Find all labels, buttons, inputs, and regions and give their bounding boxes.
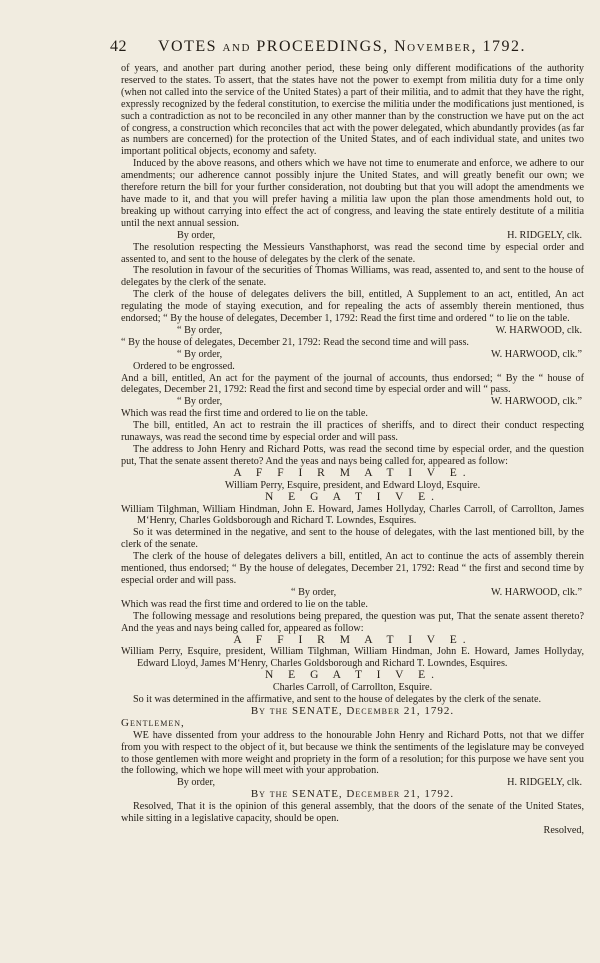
- vote-heading-affirmative: A F F I R M A T I V E.: [233, 633, 472, 646]
- paragraph: So it was determined in the negative, and sent to the house of delegates, with the last mentioned bill, by the clerk of the senate.: [121, 527, 584, 551]
- paragraph: And a bill, entitled, An act for the payment of the journal of accounts, thus endorsed; “ By the “ house of delegates, December 21, 1792: Read the first and second time by especial order and will “ pass.: [121, 372, 584, 396]
- salutation: Gentlemen,: [121, 716, 185, 729]
- vote-heading-negative: N E G A T I V E.: [264, 490, 441, 503]
- clerk-signature: W. HARWOOD, clk.”: [490, 586, 582, 598]
- paragraph: of years, and another part during another period, these being only different modifications of the authority reserved to the states. To assert, that the states have not the power to exempt from militia duty for a time only (when not called into the service of the United States) a part of their militia, and to admit that they have the right, expressly recognized by the federal constitution, to exercise the militia under the modifications just mentioned, is such a contradiction as not to be reconciled in any other manner than by the construction we have put on the act of congress, a construction which reconciles that act with the power delegated, which abundantly provides (as far as numbers are concerned) for the protection of the United States, and of each individual state, and unites two important political objects, economy and safety.: [121, 63, 584, 158]
- paragraph: The resolution respecting the Messieurs Vansthaphorst, was read the second time by especial order and assented to, and sent to the house of delegates by the clerk of the senate.: [121, 241, 584, 265]
- resolution: Resolved, That it is the opinion of this general assembly, that the doors of the senate of the United States, while sitting in a legislative capacity, should be open.: [121, 801, 584, 825]
- page-number: 42: [110, 38, 127, 55]
- by-order: “ By order,: [177, 348, 223, 360]
- signature-line: [121, 230, 584, 242]
- by-order: “ By order,: [177, 324, 223, 336]
- signature-line: [121, 396, 584, 408]
- clerk-signature: W. HARWOOD, clk.”: [490, 396, 582, 408]
- paragraph: The bill, entitled, An act to restrain the ill practices of sheriffs, and to direct their conduct respecting runaways, was read the second time by especial order and will pass.: [121, 420, 584, 444]
- catchword: Resolved,: [543, 825, 584, 836]
- clerk-signature: H. RIDGELY, clk.: [507, 229, 582, 241]
- paragraph: The clerk of the house of delegates delivers a bill, entitled, An act to continue the acts of assembly therein mentioned, thus endorsed; “ By the house of delegates, December 21, 1792: Read “ the first and second time by especial order and will pass.: [121, 551, 584, 586]
- by-order: By order,: [177, 229, 216, 241]
- paragraph: Ordered to be engrossed.: [133, 360, 235, 372]
- senate-dateline: By the SENATE, December 21, 1792.: [250, 704, 455, 717]
- paragraph: The clerk of the house of delegates delivers the bill, entitled, A Supplement to an act, entitled, An act regulating the mode of staying execution, and for repealing the acts of assembly therein mentioned, thus endorsed; “ By the house of delegates, December 1, 1792: Read the first time and ordered “ to lie on the table.: [121, 289, 584, 325]
- page-header: [110, 38, 580, 60]
- paragraph: Which was read the first time and ordered to lie on the table.: [121, 408, 368, 420]
- by-order: By order,: [177, 777, 216, 789]
- clerk-signature: W. HARWOOD, clk.”: [490, 348, 582, 360]
- paragraph: Which was read the first time and ordered to lie on the table.: [121, 598, 368, 610]
- paragraph: So it was determined in the affirmative, and sent to the house of delegates by the clerk of the senate.: [133, 694, 542, 706]
- clerk-signature: H. RIDGELY, clk.: [507, 777, 582, 789]
- by-order: “ By order,: [291, 586, 337, 598]
- by-order: “ By order,: [177, 396, 223, 408]
- vote-heading-negative: N E G A T I V E.: [264, 669, 441, 682]
- signature-line: [121, 587, 584, 599]
- vote-heading-affirmative: A F F I R M A T I V E.: [233, 466, 472, 479]
- journal-text: [121, 63, 584, 837]
- clerk-signature: W. HARWOOD, clk.: [495, 324, 582, 336]
- paragraph: The resolution in favour of the securities of Thomas Williams, was read, assented to, and sent to the house of delegates by the clerk of the senate.: [121, 265, 584, 289]
- paragraph: Induced by the above reasons, and others which we have not time to enumerate and enforce, we adhere to our amendments; our adherence cannot possibly injure the United States, and will greatly benefit our own; we therefore return the bill for your further consideration, not doubting but that you will adopt the amendments we have made to it, and that you will prefer having a militia law upon the plan those amendments hold out, to breaking up without carrying into effect the act of congress, and leaving the state entirely destitute of a militia until the next annual session.: [121, 158, 584, 229]
- paragraph: The address to John Henry and Richard Potts, was read the second time by especial order, and the question put, That the senate assent thereto? And the yeas and nays being called for, appeared as follow:: [121, 444, 584, 467]
- paragraph: “ By the house of delegates, December 21, 1792: Read the second time and will pass.: [121, 336, 469, 348]
- senate-dateline: By the SENATE, December 21, 1792.: [250, 788, 455, 801]
- vote-names: William Perry, Esquire, president, William Tilghman, William Hindman, John E. Howard, James Hollyday, Edward Lloyd, James M‘Henry, Charles Goldsborough and Richard T. Lowndes, Esquires.: [121, 646, 584, 670]
- signature-line: [121, 349, 584, 361]
- vote-names: William Perry, Esquire, president, and Edward Lloyd, Esquire.: [224, 479, 481, 491]
- running-title: VOTES and PROCEEDINGS, November, 1792.: [158, 38, 526, 55]
- paragraph: The following message and resolutions being prepared, the question was put, That the senate assent thereto? And the yeas and nays being called for, appeared as follow:: [121, 610, 584, 634]
- vote-names: William Tilghman, William Hindman, John E. Howard, James Hollyday, Charles Carroll, of Carrollton, James M‘Henry, Charles Goldsborough and Richard T. Lowndes, Esquires.: [121, 503, 584, 527]
- vote-names: Charles Carroll, of Carrollton, Esquire.: [272, 682, 433, 694]
- paragraph: WE have dissented from your address to the honourable John Henry and Richard Potts, not that we differ from you with respect to the object of it, but because we think the sentiments of the legislature may be conveyed to those gentlemen with more weight and propriety in the form of a resolution; for this purpose we have sent you the following, which we hope will meet with your approbation.: [121, 729, 584, 777]
- signature-line: [121, 325, 584, 337]
